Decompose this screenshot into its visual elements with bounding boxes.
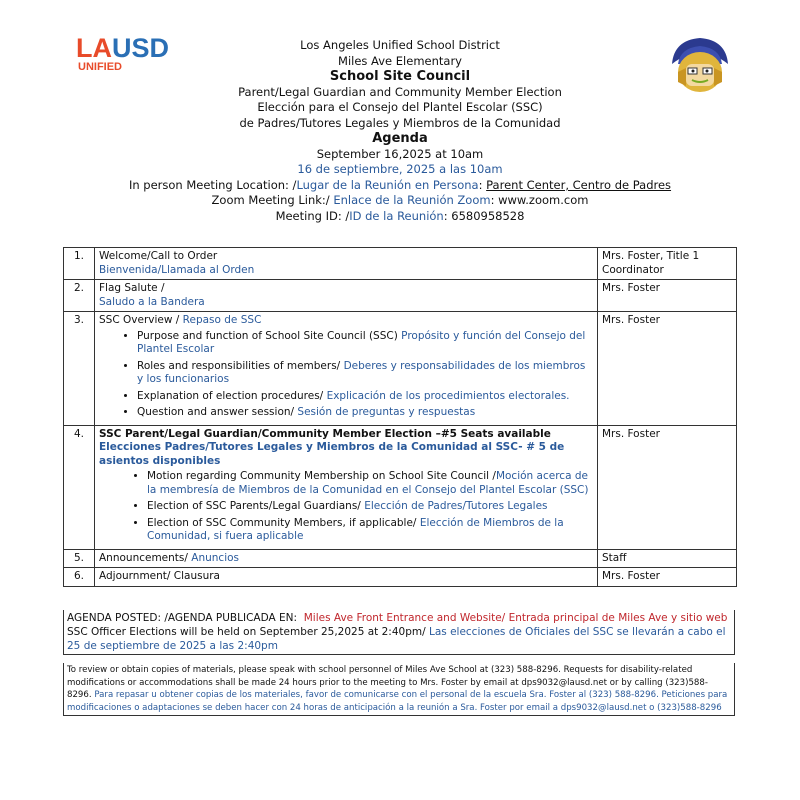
table-row — [64, 549, 737, 568]
bullet-en: Election of SSC Community Members, if applicable/ — [147, 516, 417, 529]
item-title-en: SSC Parent/Legal Guardian/Community Member Election –#5 Seats available — [99, 427, 551, 440]
item-title-es: Elecciones Padres/Tutores Legales y Miembros de la Comunidad al SSC- # 5 de asientos disponibles — [99, 441, 565, 467]
item-content — [95, 312, 598, 426]
bullet-en: Roles and responsibilities of members/ — [137, 359, 341, 372]
bullet-list — [99, 470, 593, 544]
bullet-es: Moción acerca de la membresía de Miembros de la Comunidad en el Consejo del Plantel Escolar (SSC) — [147, 470, 589, 496]
list-item — [137, 330, 593, 357]
location-label-es: Lugar de la Reunión en Persona — [296, 177, 479, 192]
elections-line — [67, 625, 731, 653]
posted-label: AGENDA POSTED: /AGENDA PUBLICADA EN: — [67, 612, 298, 624]
posted-location-es: Entrada principal de Miles Ave y sitio web — [508, 612, 728, 624]
item-number: 5. — [64, 549, 95, 568]
logo-usd: USD — [112, 33, 170, 63]
meeting-id-label-es: ID de la Reunión — [349, 208, 444, 223]
table-row — [64, 248, 737, 280]
bullet-en: Explanation of election procedures/ — [137, 389, 324, 402]
table-row — [64, 568, 737, 587]
table-row — [64, 425, 737, 549]
meeting-date-en: September 16,2025 at 10am — [316, 146, 484, 161]
item-content — [95, 248, 598, 280]
bullet-en: Question and answer session/ — [137, 406, 295, 418]
item-title-es: Bienvenida/Llamada al Orden — [99, 263, 255, 276]
accommodations-notice — [63, 663, 735, 716]
meeting-id-value: 6580958528 — [451, 208, 525, 223]
item-title-en: Announcements/ — [99, 551, 188, 564]
agenda-table — [63, 247, 737, 587]
posted-location-en: Miles Ave Front Entrance and Website/ — [303, 612, 506, 624]
zoom-label-en: Zoom Meeting Link:/ — [211, 193, 330, 207]
list-item — [137, 360, 593, 387]
item-presenter: Mrs. Foster, Title 1 Coordinator — [598, 248, 737, 280]
table-row — [64, 280, 737, 312]
list-item — [147, 500, 593, 514]
district-name: Los Angeles Unified School District — [300, 38, 500, 52]
item-number: 6. — [64, 568, 95, 587]
meeting-location: In person Meeting Location: /Lugar de la Reunión en Persona: Parent Center, Centro de Padres — [128, 177, 672, 192]
meeting-id-label-en: Meeting ID: / — [275, 208, 350, 223]
item-presenter: Mrs. Foster — [598, 280, 737, 312]
logo-unified: UNIFIED — [78, 61, 122, 73]
item-title — [99, 314, 593, 328]
location-label-en: In person Meeting Location: / — [128, 177, 297, 192]
bullet-es: Elección de Padres/Tutores Legales — [364, 500, 548, 512]
list-item — [137, 406, 593, 420]
item-content: Adjournment/ Clausura — [95, 568, 598, 587]
item-number: 4. — [64, 425, 95, 549]
item-content — [95, 425, 598, 549]
item-title-es: Anuncios — [191, 551, 240, 564]
elections-es: Las elecciones de Oficiales del SSC se llevarán a cabo el 25 de septiembre de 2025 a las 2:40pm — [67, 626, 726, 652]
meeting-id: Meeting ID: /ID de la Reunión: 6580958528 — [275, 208, 525, 223]
election-title-en: Parent/Legal Guardian and Community Member Election — [238, 84, 562, 99]
bullet-es: Sesión de preguntas y respuestas — [297, 406, 476, 418]
posting-notice — [63, 610, 735, 655]
bullet-es: Elección de Miembros de la Comunidad, si fuera aplicable — [147, 516, 564, 542]
bullet-en: Election of SSC Parents/Legal Guardians/ — [147, 500, 361, 512]
meeting-date-es: 16 de septiembre, 2025 a las 10am — [297, 162, 503, 176]
bullet-es: Deberes y responsabilidades de los miembros y los funcionarios — [137, 359, 586, 385]
item-title-es: Saludo a la Bandera — [99, 295, 205, 308]
item-presenter: Mrs. Foster — [598, 312, 737, 426]
list-item — [137, 390, 593, 404]
bullet-es: Explicación de los procedimientos electorales. — [326, 389, 570, 402]
table-row — [64, 312, 737, 426]
logo-la: LA — [76, 33, 112, 63]
bullet-es: Propósito y función del Consejo del Plantel Escolar — [137, 329, 586, 355]
item-content — [95, 280, 598, 312]
review-es: Para repasar u obtener copias de los materiales, favor de comunicarse con el personal de la escuela Sra. Foster al (323) 588-8296. Peticiones para modificaciones o adaptaciones se deben hacer con 24 horas de anticipación a la reunión a Sra. Foster por email a dps9032@lausd.net o (323)588-8296 — [67, 690, 728, 713]
election-subtitle-es: de Padres/Tutores Legales y Miembros de la Comunidad — [239, 115, 561, 130]
item-number: 3. — [64, 312, 95, 426]
school-name: Miles Ave Elementary — [338, 53, 462, 68]
bullet-list — [99, 330, 593, 420]
bullet-en: Purpose and function of School Site Council (SSC) — [137, 329, 398, 342]
review-en: To review or obtain copies of materials, please speak with school personnel of Miles Ave School at (323) 588-8296. Requests for disability-related modifications or accommodations shall be made 24 hours prior to the meeting to Mrs. Foster by email at dps9032@lausd.net or by calling (323)588-8296. — [67, 665, 708, 701]
item-number: 2. — [64, 280, 95, 312]
zoom-value[interactable]: www.zoom.com — [498, 193, 589, 207]
list-item — [147, 470, 593, 497]
location-value: Parent Center, Centro de Padres — [486, 177, 672, 192]
elections-en: SSC Officer Elections will be held on September 25,2025 at 2:40pm/ — [67, 626, 426, 638]
item-presenter: Staff — [598, 549, 737, 568]
council-name: School Site Council — [329, 69, 471, 84]
item-content — [95, 549, 598, 568]
item-title-en: Welcome/Call to Order — [99, 250, 218, 262]
zoom-label-es: Enlace de la Reunión Zoom — [333, 193, 491, 207]
election-title-es: Elección para el Consejo del Plantel Escolar (SSC) — [257, 100, 543, 114]
zoom-link: Zoom Meeting Link:/ Enlace de la Reunión Zoom: www.zoom.com — [211, 193, 589, 207]
item-title-en: Flag Salute / — [99, 282, 165, 294]
item-title-es: Repaso de SSC — [182, 314, 262, 326]
bullet-en: Motion regarding Community Membership on School Site Council / — [147, 470, 496, 482]
item-title-en: SSC Overview / — [99, 314, 180, 326]
list-item — [147, 517, 593, 544]
item-presenter: Mrs. Foster — [598, 568, 737, 587]
item-presenter: Mrs. Foster — [598, 425, 737, 549]
item-number: 1. — [64, 248, 95, 280]
posted-line — [67, 611, 731, 625]
document-header — [0, 38, 800, 224]
agenda-heading: Agenda — [372, 131, 428, 146]
